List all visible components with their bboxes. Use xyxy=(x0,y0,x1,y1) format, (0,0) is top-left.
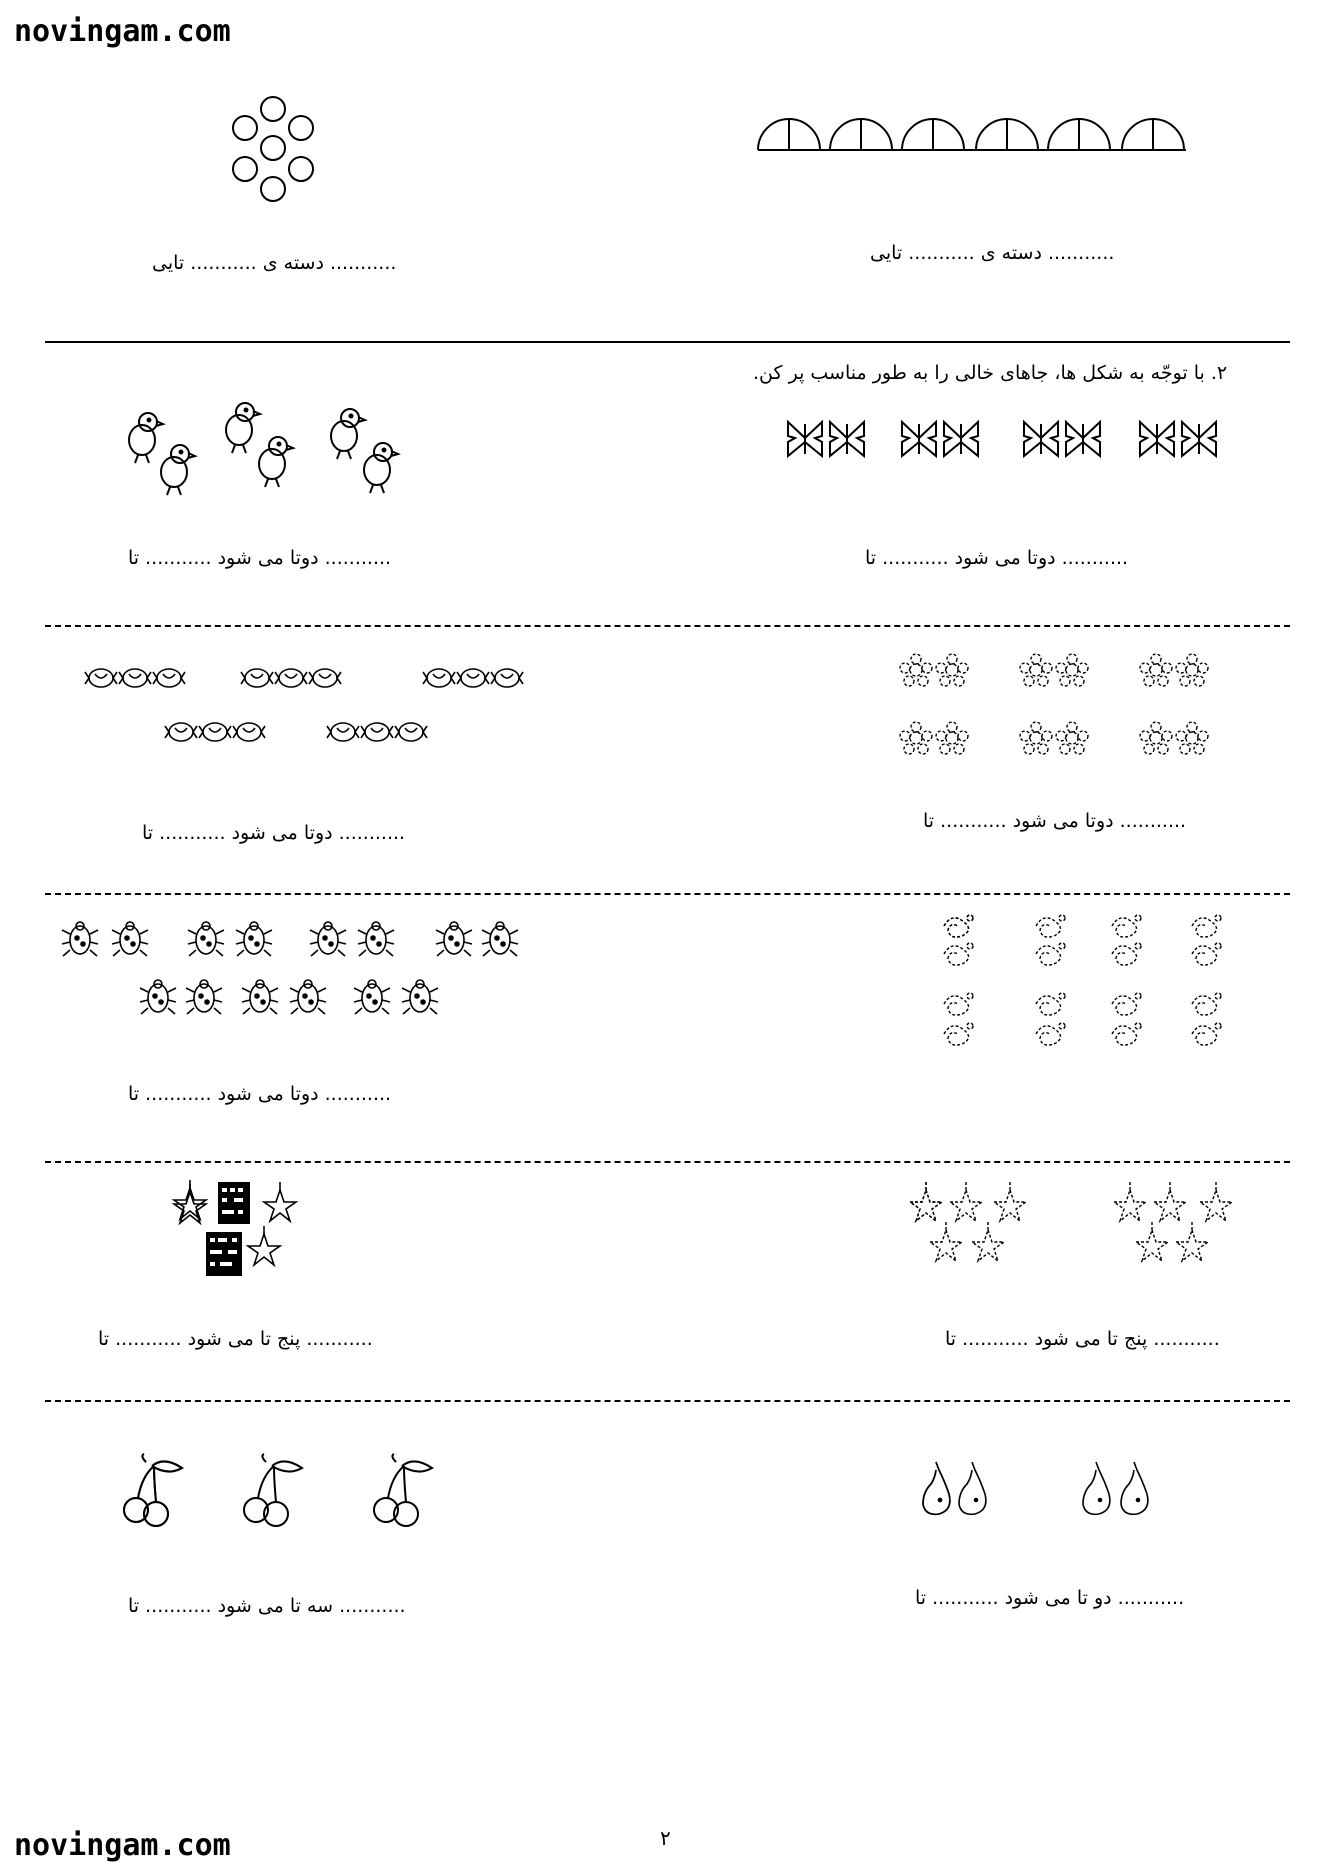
caption-flowers: ........... دوتا می شود ........... تا xyxy=(923,810,1187,832)
dashed-divider xyxy=(45,1161,1290,1163)
swirls-figure xyxy=(940,912,1240,1060)
dashed-divider xyxy=(45,1400,1290,1402)
semicircles-figure xyxy=(756,114,1188,154)
dashed-divider xyxy=(45,893,1290,895)
stars-blocks-figure xyxy=(172,1180,312,1280)
caption-cherries: ........... سه تا می شود ........... تا xyxy=(128,1595,406,1617)
butterflies-figure xyxy=(785,418,1235,460)
caption-stars: ........... پنج تا می شود ........... تا xyxy=(945,1328,1220,1350)
chicks-figure xyxy=(120,400,410,506)
caption-butterflies: ........... دوتا می شود ........... تا xyxy=(865,547,1129,569)
caption-circles: ........... دسته ی ........... تایی xyxy=(152,252,397,274)
stars-figure xyxy=(908,1182,1248,1282)
exercise-instruction: ۲. با توجّه به شکل ها، جاهای خالی را به طور مناسب پر کن. xyxy=(753,362,1228,384)
caption-chicks: ........... دوتا می شود ........... تا xyxy=(128,547,392,569)
candies-figure xyxy=(85,664,525,754)
brand-logo-bottom: novingam.com xyxy=(14,1828,231,1863)
bugs-figure xyxy=(62,922,532,1022)
cherries-figure xyxy=(122,1456,452,1536)
caption-semicircles: ........... دسته ی ........... تایی xyxy=(870,242,1115,264)
pears-figure xyxy=(920,1460,1180,1520)
page-number: ۲ xyxy=(660,1826,671,1850)
brand-logo-top: novingam.com xyxy=(14,14,231,49)
circles-flower-figure xyxy=(218,96,328,208)
caption-stars-blocks: ........... پنج تا می شود ........... تا xyxy=(98,1328,373,1350)
caption-bugs: ........... دوتا می شود ........... تا xyxy=(128,1083,392,1105)
section-divider xyxy=(45,341,1290,343)
flowers-figure xyxy=(900,654,1230,774)
dashed-divider xyxy=(45,625,1290,627)
caption-candies: ........... دوتا می شود ........... تا xyxy=(142,822,406,844)
caption-pears: ........... دو تا می شود ........... تا xyxy=(915,1587,1185,1609)
